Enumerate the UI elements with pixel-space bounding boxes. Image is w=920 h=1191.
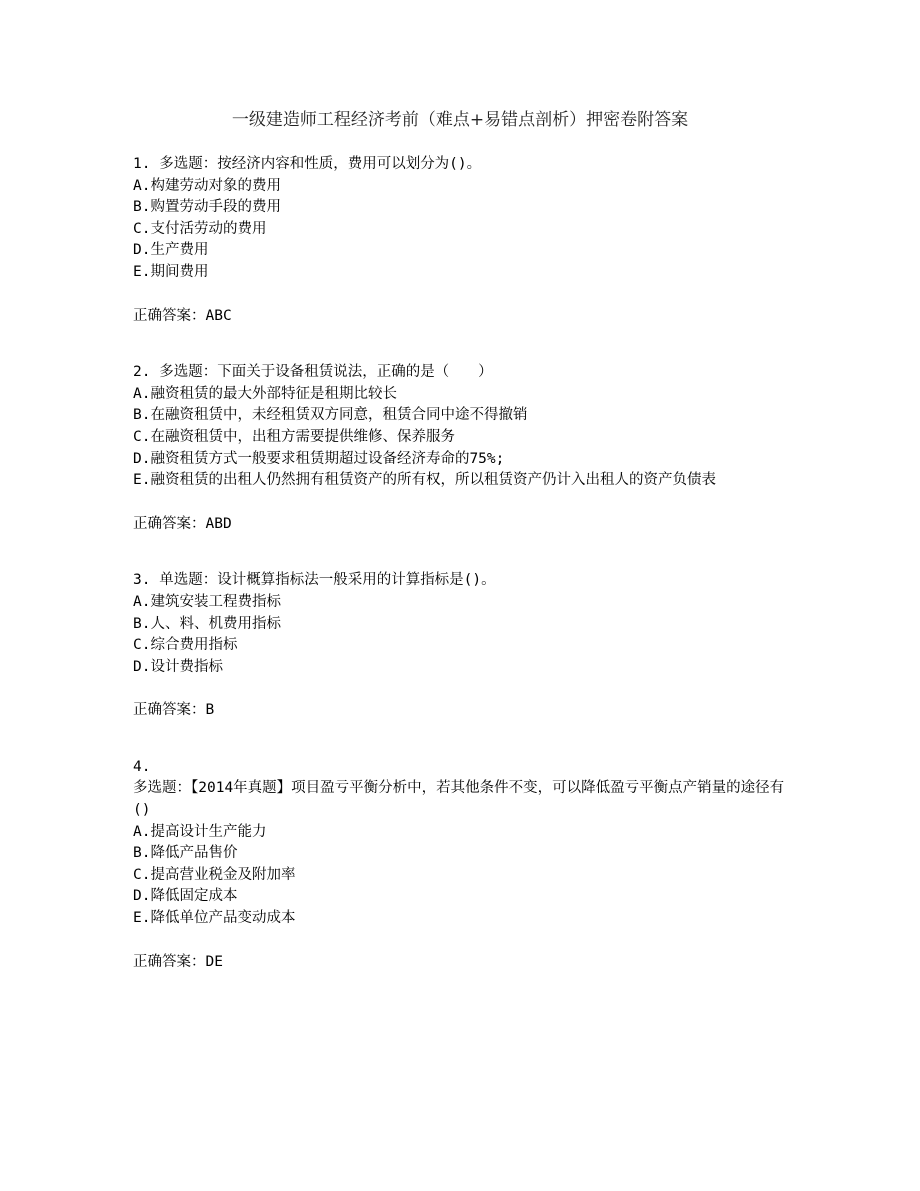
question-4-answer: 正确答案：DE bbox=[133, 953, 223, 970]
question-3-answer: 正确答案：B bbox=[133, 702, 215, 719]
option-a: A.提高设计生产能力 bbox=[133, 823, 267, 840]
question-3-options bbox=[133, 592, 793, 678]
question-4-stem: 多选题：【2014年真题】项目盈亏平衡分析中，若其他条件不变，可以降低盈亏平衡点产销量的途径有() bbox=[133, 780, 785, 819]
question-2-answer: 正确答案：ABD bbox=[133, 515, 232, 532]
spacer bbox=[133, 327, 793, 362]
question-1-stem: 1. 多选题：按经济内容和性质，费用可以划分为()。 bbox=[133, 156, 482, 172]
option-a: A.建筑安装工程费指标 bbox=[133, 593, 281, 610]
option-d: D.设计费指标 bbox=[133, 658, 223, 675]
option-b: B.降低产品售价 bbox=[133, 845, 238, 862]
question-4-number: 4. bbox=[133, 758, 151, 775]
question-3 bbox=[133, 570, 793, 722]
option-b: B.在融资租赁中，未经租赁双方同意，租赁合同中途不得撤销 bbox=[133, 407, 528, 424]
question-3-stem: 3. 单选题：设计概算指标法一般采用的计算指标是()。 bbox=[133, 572, 496, 589]
option-a: A.融资租赁的最大外部特征是租期比较长 bbox=[133, 385, 397, 402]
question-list bbox=[133, 154, 793, 973]
option-e: E.降低单位产品变动成本 bbox=[133, 910, 296, 927]
option-c: C.提高营业税金及附加率 bbox=[133, 866, 296, 883]
question-1 bbox=[133, 154, 793, 327]
option-c: C.支付活劳动的费用 bbox=[133, 220, 267, 237]
question-4 bbox=[133, 757, 793, 973]
option-b: B.购置劳动手段的费用 bbox=[133, 199, 281, 216]
option-b: B.人、料、机费用指标 bbox=[133, 615, 281, 632]
option-e: E.融资租赁的出租人仍然拥有租赁资产的所有权，所以租赁资产仍计入出租人的资产负债表 bbox=[133, 472, 716, 489]
option-c: C.在融资租赁中，出租方需要提供维修、保养服务 bbox=[133, 428, 455, 445]
question-1-options bbox=[133, 176, 793, 284]
option-d: D.生产费用 bbox=[133, 242, 209, 259]
option-d: D.降低固定成本 bbox=[133, 888, 238, 905]
option-d: D.融资租赁方式一般要求租赁期超过设备经济寿命的75%; bbox=[133, 450, 505, 467]
question-2-stem: 2. 多选题：下面关于设备租赁说法，正确的是（ ） bbox=[133, 364, 493, 381]
question-2 bbox=[133, 362, 793, 535]
spacer bbox=[133, 535, 793, 570]
question-1-answer: 正确答案：ABC bbox=[133, 307, 232, 324]
question-4-options bbox=[133, 822, 793, 930]
option-a: A.构建劳动对象的费用 bbox=[133, 177, 281, 194]
spacer bbox=[133, 722, 793, 757]
option-c: C.综合费用指标 bbox=[133, 637, 238, 654]
document-title: 一级建造师工程经济考前（难点+易错点剖析）押密卷附答案 bbox=[231, 110, 689, 130]
option-e: E.期间费用 bbox=[133, 263, 209, 280]
question-2-options bbox=[133, 384, 793, 492]
